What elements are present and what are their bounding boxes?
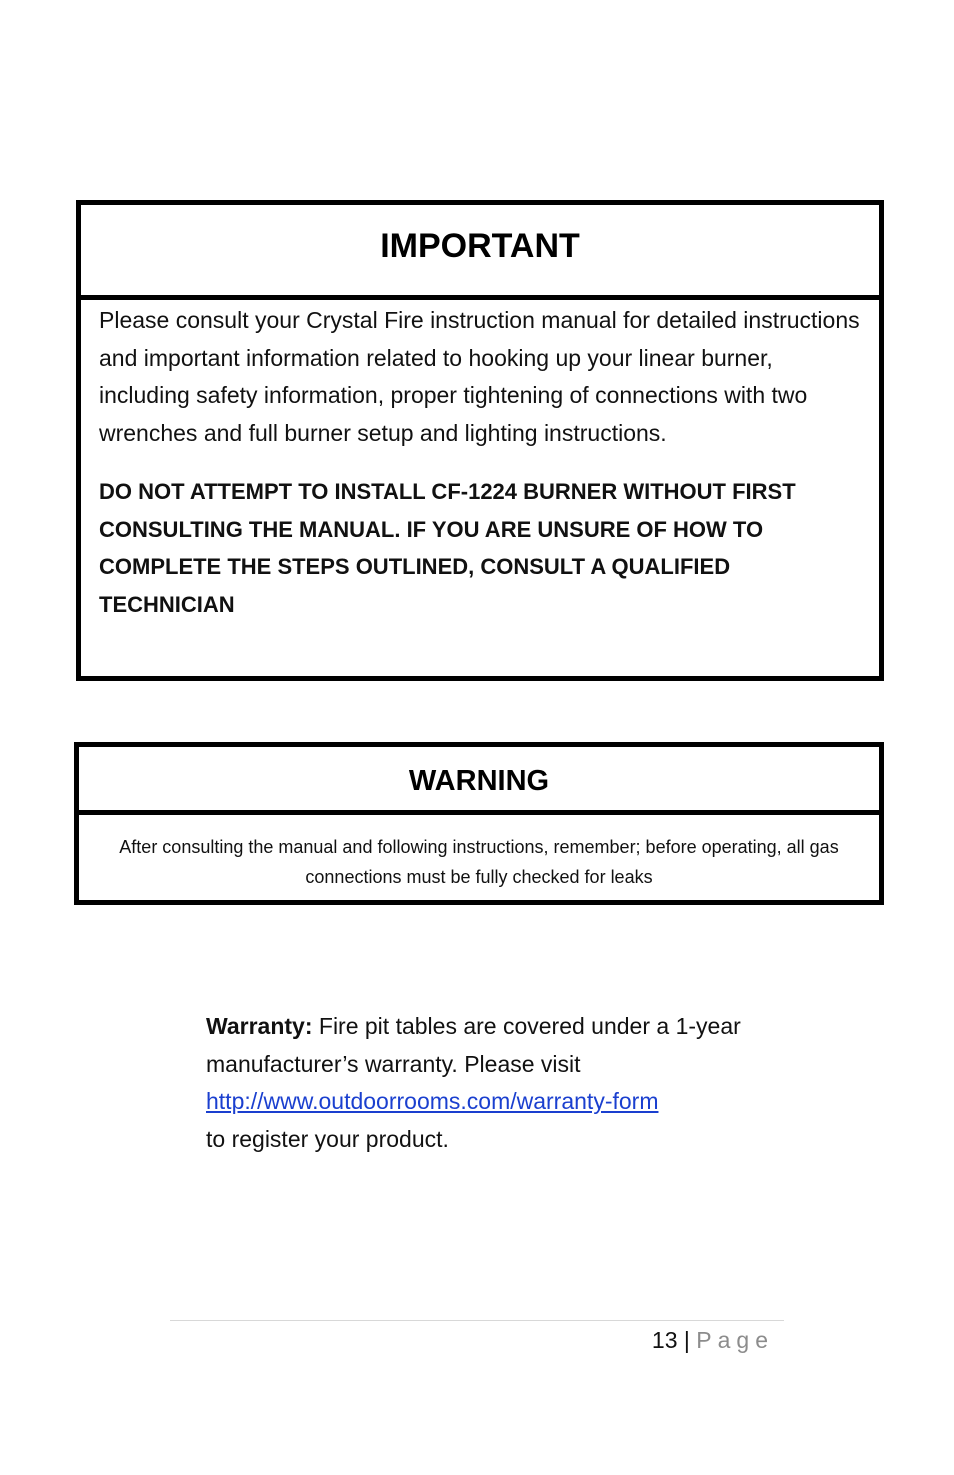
- warranty-register-text: to register your product.: [206, 1125, 449, 1152]
- important-body: [81, 300, 879, 623]
- important-caps-notice: DO NOT ATTEMPT TO INSTALL CF-1224 BURNER WITHOUT FIRST CONSULTING THE MANUAL. IF YOU ARE UNSURE OF HOW TO COMPLETE THE STEPS OUTLINED, CONSULT A QUALIFIED TECHNICIAN: [99, 479, 796, 617]
- important-box: [76, 200, 884, 681]
- warranty-text: Fire pit tables are covered under a 1-year manufacturer’s warranty. Please visit: [206, 1013, 741, 1077]
- footer-separator: |: [683, 1327, 690, 1353]
- warranty-paragraph: [206, 1008, 746, 1158]
- page-word: Page: [696, 1327, 774, 1353]
- footer-rule: [170, 1320, 784, 1321]
- warning-title: WARNING: [79, 747, 879, 815]
- important-paragraph: Please consult your Crystal Fire instruction manual for detailed instructions and important information related to hooking up your linear burner, including safety information, proper tightening of connections with two wrenches and full burner setup and lighting instructions.: [99, 307, 860, 446]
- warranty-form-link[interactable]: http://www.outdoorrooms.com/warranty-form: [206, 1088, 659, 1114]
- important-title: IMPORTANT: [81, 205, 879, 300]
- warning-box: [74, 742, 884, 905]
- warranty-label: Warranty:: [206, 1013, 313, 1039]
- page-footer: [652, 1325, 774, 1355]
- warning-text: After consulting the manual and following instructions, remember; before operating, all gas connections must be fully checked for leaks: [119, 837, 839, 887]
- page-number: 13: [651, 1327, 678, 1353]
- warranty-section: [206, 1008, 746, 1158]
- warning-body: [79, 815, 879, 892]
